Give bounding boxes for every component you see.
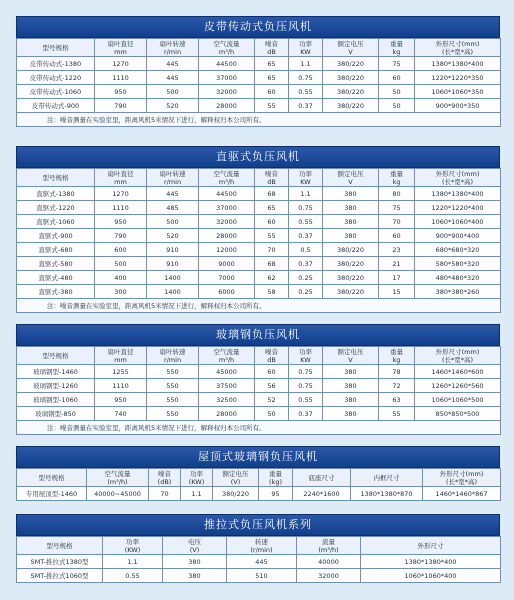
table-cell: 510	[227, 569, 297, 583]
header-model: 型号规格	[17, 469, 87, 487]
table-cell: 1380*1380*400	[415, 57, 501, 71]
table-cell: 950	[95, 215, 147, 229]
model-cell: 直驱式-380	[17, 285, 95, 299]
header-model: 型号规格	[17, 537, 103, 555]
header-dimensions: 外形尺寸(mm) (长*宽*高)	[415, 347, 501, 365]
header-blade-speed: 扇叶转速 r/min	[147, 39, 199, 57]
table-cell: 950	[95, 85, 147, 99]
spec-table	[16, 168, 501, 313]
section-rooftop-fiberglass	[16, 446, 500, 501]
table-cell: 65	[255, 57, 289, 71]
table-cell: 0.25	[289, 285, 323, 299]
table-cell: 380/220	[323, 285, 379, 299]
header-model: 型号规格	[17, 347, 95, 365]
table-row	[17, 569, 501, 583]
table-cell: 1.1	[289, 57, 323, 71]
table-cell: 380/220	[323, 57, 379, 71]
table-cell: 380	[323, 187, 379, 201]
table-cell: 1260*1260*560	[415, 379, 501, 393]
note-row	[17, 421, 501, 435]
table-cell: 60	[379, 229, 415, 243]
section-direct-drive	[16, 146, 500, 313]
table-cell: 1400	[147, 271, 199, 285]
table-cell: 70	[149, 487, 181, 501]
model-cell: 玻璃钢型-1460	[17, 365, 95, 379]
table-cell: 900*900*400	[415, 229, 501, 243]
header-voltage: 额定电压 V	[323, 169, 379, 187]
table-cell: 62	[255, 271, 289, 285]
table-cell: 9000	[199, 257, 255, 271]
table-row	[17, 555, 501, 569]
table-cell: 0.25	[289, 271, 323, 285]
table-cell: 380	[323, 229, 379, 243]
header-airflow: 空气流量 m³/h	[199, 347, 255, 365]
header-weight: 重量 kg	[379, 39, 415, 57]
table-cell: 300	[95, 285, 147, 299]
table-cell: 60	[255, 85, 289, 99]
model-cell: 皮带传动式-900	[17, 99, 95, 113]
table-header-row	[17, 39, 501, 57]
table-cell: 550	[147, 365, 199, 379]
section-title: 皮带传动式负压风机	[16, 16, 500, 38]
table-cell: 12000	[199, 243, 255, 257]
table-cell: 680*680*320	[415, 243, 501, 257]
spec-table	[16, 468, 501, 501]
table-row	[17, 85, 501, 99]
table-cell: 45000	[199, 365, 255, 379]
model-cell: 玻璃钢型-850	[17, 407, 95, 421]
table-header-row	[17, 469, 501, 487]
table-row	[17, 229, 501, 243]
table-cell: 790	[95, 99, 147, 113]
table-cell: 380	[323, 393, 379, 407]
header-model: 型号规格	[17, 39, 95, 57]
table-cell: 380	[323, 379, 379, 393]
table-cell: 75	[379, 201, 415, 215]
table-cell: 0.37	[289, 99, 323, 113]
table-cell: 50	[379, 99, 415, 113]
table-cell: 1.1	[181, 487, 213, 501]
table-cell: 380	[323, 215, 379, 229]
table-cell: 0.55	[289, 215, 323, 229]
table-cell: 400	[95, 271, 147, 285]
header-airflow: 空气流量 m³/h	[199, 169, 255, 187]
header-model: 型号规格	[17, 169, 95, 187]
table-cell: 790	[95, 229, 147, 243]
table-cell: 0.37	[289, 257, 323, 271]
header-speed: 转速 (r/min)	[227, 537, 297, 555]
table-cell: 1110	[95, 201, 147, 215]
table-cell: 37500	[199, 379, 255, 393]
table-cell: 17	[379, 271, 415, 285]
model-cell: 专用屋顶型-1460	[17, 487, 87, 501]
table-cell: 0.55	[103, 569, 163, 583]
table-cell: 0.75	[289, 201, 323, 215]
table-cell: 15	[379, 285, 415, 299]
table-cell: 28000	[199, 99, 255, 113]
table-cell: 0.55	[289, 393, 323, 407]
section-title: 直驱式负压风机	[16, 146, 500, 168]
header-airflow: 流量 (m³/h)	[297, 537, 361, 555]
table-cell: 0.5	[289, 243, 323, 257]
table-cell: 32500	[199, 393, 255, 407]
table-cell: 1060*1060*500	[415, 393, 501, 407]
table-cell: 1110	[95, 379, 147, 393]
table-cell: 380	[323, 407, 379, 421]
table-cell: 23	[379, 243, 415, 257]
table-cell: 900*900*350	[415, 99, 501, 113]
model-cell: 玻璃钢型-1260	[17, 379, 95, 393]
table-cell: 1380*1380*400	[361, 555, 501, 569]
table-cell: 950	[95, 393, 147, 407]
table-cell: 520	[147, 99, 199, 113]
header-voltage: 额定电压 V	[323, 39, 379, 57]
header-dimensions: 外形尺寸(mm) (长*宽*高)	[423, 469, 501, 487]
table-cell: 445	[147, 187, 199, 201]
note-text: 注：噪音测量在实验室里，距离风机5米情况下进行，解释权归本公司所有。	[17, 113, 501, 127]
table-row	[17, 99, 501, 113]
table-cell: 37000	[199, 201, 255, 215]
header-blade-speed: 扇叶转速 r/min	[147, 347, 199, 365]
table-cell: 32000	[199, 215, 255, 229]
model-cell: 直驱式-1060	[17, 215, 95, 229]
table-cell: 0.75	[289, 379, 323, 393]
section-fiberglass	[16, 324, 500, 435]
table-cell: 21	[379, 257, 415, 271]
section-title: 推拉式负压风机系列	[16, 514, 500, 536]
table-row	[17, 201, 501, 215]
table-cell: 480*480*320	[415, 271, 501, 285]
table-cell: 850*850*500	[415, 407, 501, 421]
table-cell: 600	[95, 243, 147, 257]
table-cell: 550	[147, 407, 199, 421]
table-cell: 0.75	[289, 71, 323, 85]
table-cell: 910	[147, 257, 199, 271]
header-power: 功率 (KW)	[103, 537, 163, 555]
table-cell: 75	[379, 57, 415, 71]
model-cell: 直驱式-1380	[17, 187, 95, 201]
table-row	[17, 487, 501, 501]
table-cell: 37000	[199, 71, 255, 85]
table-row	[17, 71, 501, 85]
table-cell: 380/220	[323, 243, 379, 257]
table-cell: 380/220	[323, 271, 379, 285]
table-cell: 1380*1380*400	[415, 187, 501, 201]
table-cell: 1220*1220*350	[415, 71, 501, 85]
section-title: 屋顶式玻璃钢负压风机	[16, 446, 500, 468]
model-cell: 直驱式-480	[17, 271, 95, 285]
table-cell: 740	[95, 407, 147, 421]
table-cell: 50	[255, 407, 289, 421]
table-cell: 500	[95, 257, 147, 271]
header-dimensions: 外形尺寸(mm) (长*宽*高)	[415, 39, 501, 57]
table-cell: 445	[147, 71, 199, 85]
table-cell: 60	[255, 365, 289, 379]
table-cell: 50	[379, 85, 415, 99]
table-cell: 1270	[95, 57, 147, 71]
header-base-size: 底座尺寸	[293, 469, 351, 487]
table-cell: 580*580*320	[415, 257, 501, 271]
table-cell: 380/220	[323, 71, 379, 85]
header-airflow: 空气流量 m³/h	[199, 39, 255, 57]
table-cell: 60	[255, 215, 289, 229]
table-header-row	[17, 347, 501, 365]
header-voltage: 电压 (V)	[163, 537, 227, 555]
table-cell: 380/220	[323, 85, 379, 99]
table-row	[17, 257, 501, 271]
header-power: 功率 KW	[289, 39, 323, 57]
table-cell: 58	[255, 285, 289, 299]
table-row	[17, 285, 501, 299]
section-push-pull	[16, 514, 500, 583]
header-power: 功率 KW	[289, 169, 323, 187]
model-cell: 直驱式-1220	[17, 201, 95, 215]
table-cell: 380/220	[323, 99, 379, 113]
header-weight: 重量 kg	[379, 347, 415, 365]
header-noise: 噪音 (dB)	[149, 469, 181, 487]
table-cell: 95	[259, 487, 293, 501]
model-cell: SMT-推拉式1380型	[17, 555, 103, 569]
model-cell: 玻璃钢型-1060	[17, 393, 95, 407]
spec-table	[16, 38, 501, 127]
header-dimensions: 外形尺寸	[361, 537, 501, 555]
table-cell: 910	[147, 243, 199, 257]
header-blade-diameter: 扇叶直径 mm	[95, 39, 147, 57]
table-cell: 56	[255, 379, 289, 393]
table-cell: 52	[255, 393, 289, 407]
table-cell: 78	[379, 365, 415, 379]
table-row	[17, 215, 501, 229]
table-cell: 1400	[147, 285, 199, 299]
table-cell: 1220*1220*400	[415, 201, 501, 215]
table-cell: 550	[147, 393, 199, 407]
header-noise: 噪音 dB	[255, 347, 289, 365]
model-cell: 直驱式-580	[17, 257, 95, 271]
table-cell: 28000	[199, 229, 255, 243]
table-cell: 0.37	[289, 407, 323, 421]
table-cell: 445	[147, 57, 199, 71]
table-cell: 7000	[199, 271, 255, 285]
table-cell: 380/220	[213, 487, 259, 501]
table-cell: 1060*1060*400	[361, 569, 501, 583]
header-weight: 重量 (kg)	[259, 469, 293, 487]
table-row	[17, 271, 501, 285]
model-cell: 皮带传动式-1220	[17, 71, 95, 85]
table-cell: 380/220	[323, 257, 379, 271]
table-cell: 1.1	[289, 187, 323, 201]
table-cell: 500	[147, 85, 199, 99]
table-cell: 32000	[297, 569, 361, 583]
table-cell: 380	[323, 365, 379, 379]
table-cell: 1270	[95, 187, 147, 201]
table-row	[17, 365, 501, 379]
table-cell: 44500	[199, 57, 255, 71]
table-cell: 1.1	[103, 555, 163, 569]
table-cell: 80	[379, 187, 415, 201]
table-cell: 6000	[199, 285, 255, 299]
header-power: 功率 KW	[289, 347, 323, 365]
model-cell: SMT-推拉式1060型	[17, 569, 103, 583]
table-cell: 70	[379, 215, 415, 229]
header-noise: 噪音 dB	[255, 39, 289, 57]
table-cell: 380	[163, 569, 227, 583]
header-dimensions: 外形尺寸(mm) (长*宽*高)	[415, 169, 501, 187]
note-text: 注：噪音测量在实验室里，距离风机5米情况下进行，解释权归本公司所有。	[17, 299, 501, 313]
table-cell: 72	[379, 379, 415, 393]
model-cell: 直驱式-680	[17, 243, 95, 257]
table-cell: 44500	[199, 187, 255, 201]
header-blade-diameter: 扇叶直径 mm	[95, 347, 147, 365]
table-cell: 550	[147, 379, 199, 393]
table-cell: 445	[227, 555, 297, 569]
note-row	[17, 113, 501, 127]
table-cell: 63	[379, 393, 415, 407]
table-row	[17, 187, 501, 201]
table-header-row	[17, 169, 501, 187]
table-cell: 1255	[95, 365, 147, 379]
section-belt-drive	[16, 16, 500, 127]
table-cell: 2240*1600	[293, 487, 351, 501]
table-cell: 500	[147, 215, 199, 229]
table-cell: 40000~45000	[87, 487, 149, 501]
table-row	[17, 393, 501, 407]
table-cell: 520	[147, 229, 199, 243]
model-cell: 直驱式-900	[17, 229, 95, 243]
table-cell: 1460*1460*600	[415, 365, 501, 379]
table-cell: 68	[255, 187, 289, 201]
table-cell: 0.75	[289, 365, 323, 379]
table-cell: 1380*1380*870	[351, 487, 423, 501]
table-cell: 1060*1060*400	[415, 215, 501, 229]
header-blade-diameter: 扇叶直径 mm	[95, 169, 147, 187]
note-row	[17, 299, 501, 313]
table-cell: 1460*1460*867	[423, 487, 501, 501]
table-cell: 55	[255, 99, 289, 113]
table-cell: 1060*1060*350	[415, 85, 501, 99]
table-cell: 28000	[199, 407, 255, 421]
table-cell: 55	[379, 407, 415, 421]
table-cell: 68	[255, 257, 289, 271]
section-title: 玻璃钢负压风机	[16, 324, 500, 346]
header-noise: 噪音 dB	[255, 169, 289, 187]
table-cell: 70	[255, 243, 289, 257]
header-weight: 重量 kg	[379, 169, 415, 187]
table-cell: 485	[147, 201, 199, 215]
table-cell: 380	[323, 201, 379, 215]
table-cell: 32000	[199, 85, 255, 99]
table-cell: 380*380*260	[415, 285, 501, 299]
table-row	[17, 243, 501, 257]
table-row	[17, 379, 501, 393]
table-cell: 65	[255, 201, 289, 215]
header-airflow: 空气流量 (m³/h)	[87, 469, 149, 487]
table-cell: 60	[379, 71, 415, 85]
table-row	[17, 407, 501, 421]
model-cell: 皮带传动式-1060	[17, 85, 95, 99]
model-cell: 皮带传动式-1380	[17, 57, 95, 71]
header-inner-frame-size: 内框尺寸	[351, 469, 423, 487]
table-row	[17, 57, 501, 71]
note-text: 注：噪音测量在实验室里，距离风机5米情况下进行，解释权归本公司所有。	[17, 421, 501, 435]
table-cell: 55	[255, 229, 289, 243]
header-voltage: 额定电压 (V)	[213, 469, 259, 487]
table-cell: 0.37	[289, 229, 323, 243]
table-cell: 380	[163, 555, 227, 569]
table-cell: 0.55	[289, 85, 323, 99]
table-header-row	[17, 537, 501, 555]
table-cell: 40000	[297, 555, 361, 569]
header-blade-speed: 扇叶转速 r/min	[147, 169, 199, 187]
spec-table	[16, 346, 501, 435]
header-power: 功率 (KW)	[181, 469, 213, 487]
spec-table	[16, 536, 501, 583]
table-cell: 1110	[95, 71, 147, 85]
table-cell: 65	[255, 71, 289, 85]
header-voltage: 额定电压 V	[323, 347, 379, 365]
